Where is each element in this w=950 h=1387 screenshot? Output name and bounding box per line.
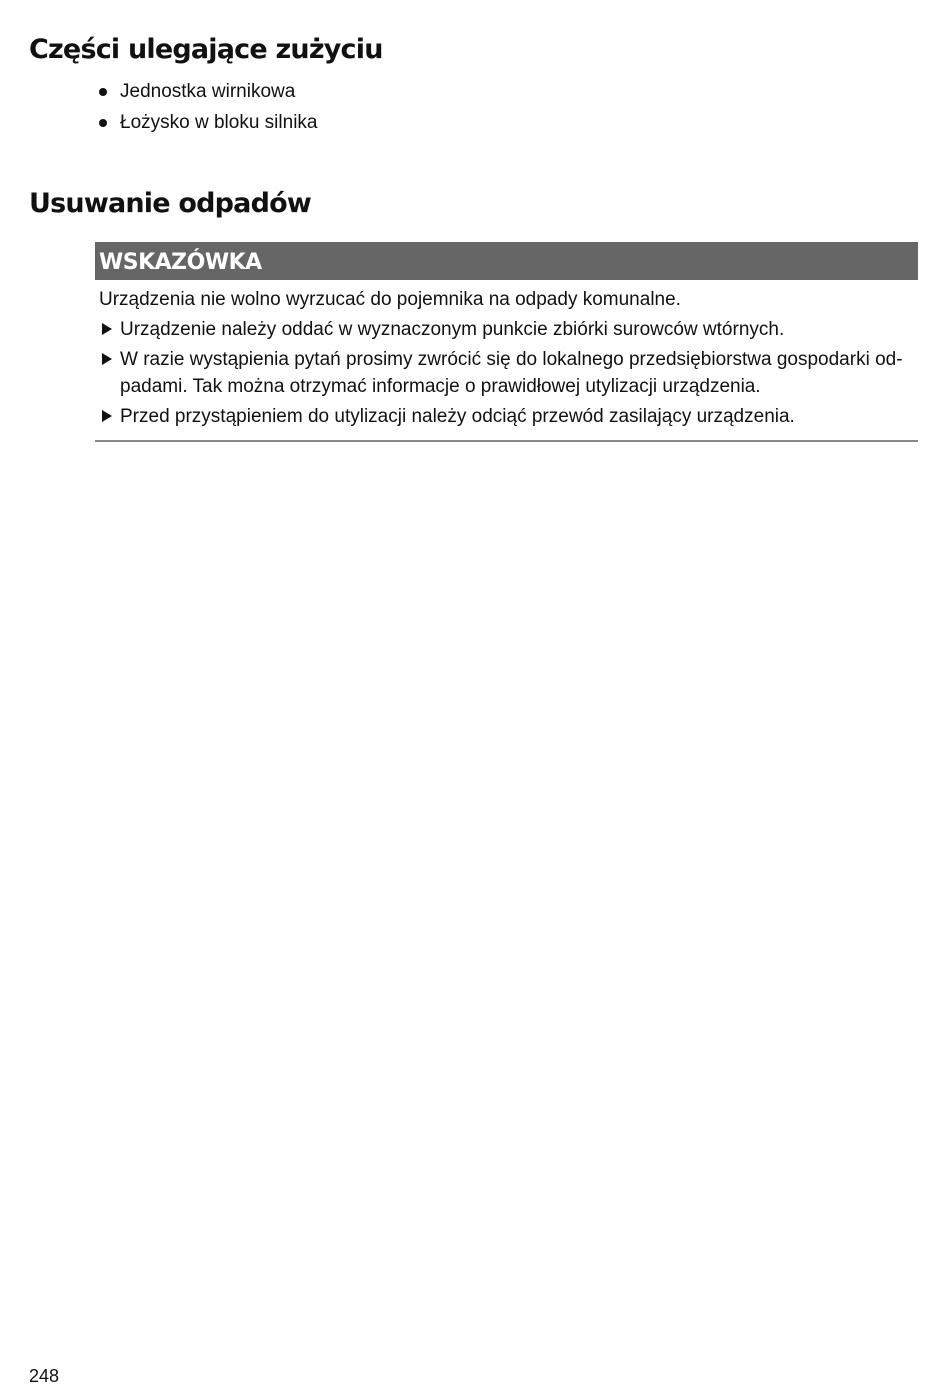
notice-steps xyxy=(99,316,918,430)
triangle-right-icon xyxy=(102,353,112,365)
notice-body xyxy=(95,280,918,442)
bullet-icon xyxy=(99,119,107,127)
list-item xyxy=(99,346,918,400)
list-item-text: Łożysko w bloku silnika xyxy=(120,112,318,133)
list-item-text: Jednostka wirnikowa xyxy=(120,81,296,102)
list-item xyxy=(98,111,317,142)
triangle-right-icon xyxy=(102,410,112,422)
section-title-wear-parts: Części ulegające zużyciu xyxy=(29,34,383,65)
section-title-disposal: Usuwanie odpadów xyxy=(29,188,312,219)
list-item xyxy=(99,316,918,343)
step-text: W razie wystąpienia pytań prosimy zwrócić się do lokalnego przedsiębiorstwa gospodarki od-padami. Tak można otrzymać informacje o prawidłowej utylizacji urządzenia. xyxy=(120,349,903,397)
step-text: Urządzenie należy oddać w wyznaczonym punkcie zbiórki surowców wtórnych. xyxy=(120,319,785,340)
list-item xyxy=(99,403,918,430)
notice-intro: Urządzenia nie wolno wyrzucać do pojemnika na odpady komunalne. xyxy=(99,289,681,310)
list-item xyxy=(98,80,317,111)
bullet-icon xyxy=(99,88,107,96)
page-number: 248 xyxy=(29,1366,60,1386)
triangle-right-icon xyxy=(102,323,112,335)
step-text: Przed przystąpieniem do utylizacji należy odciąć przewód zasilający urządzenia. xyxy=(120,406,795,427)
notice-box xyxy=(95,242,918,442)
wear-parts-list xyxy=(98,80,317,142)
notice-label: WSKAZÓWKA xyxy=(95,242,918,280)
